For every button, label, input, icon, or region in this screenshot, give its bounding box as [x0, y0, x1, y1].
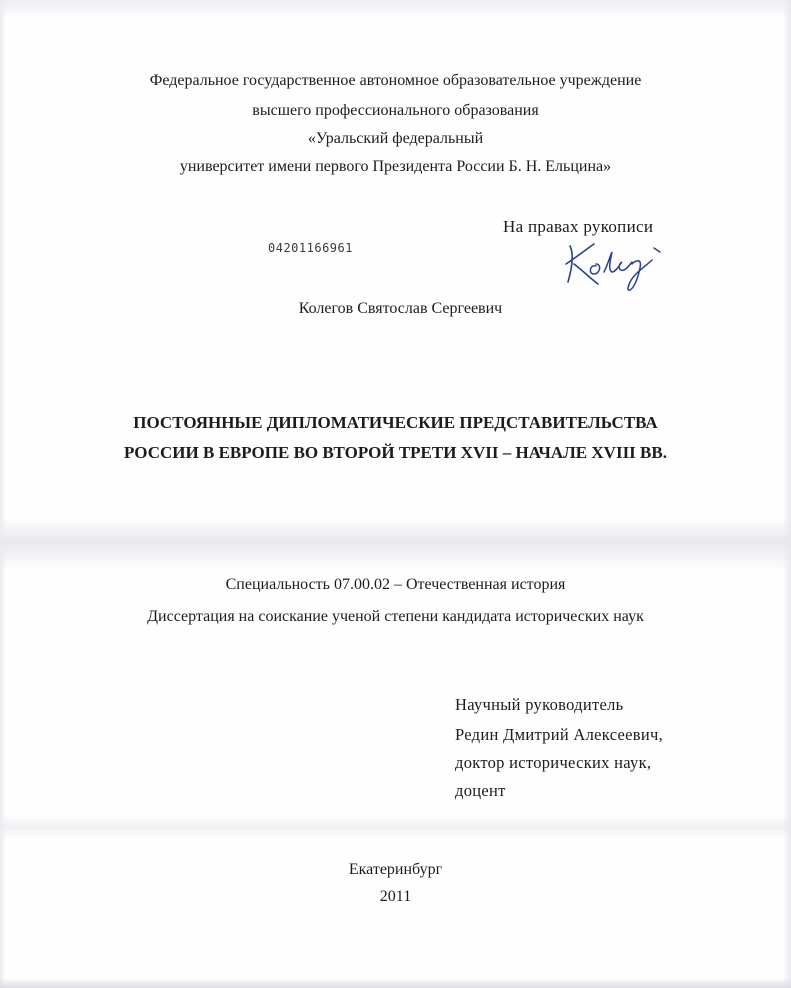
year: 2011	[379, 888, 412, 905]
manuscript-note: На правах рукописи	[503, 217, 654, 236]
institution-line-3: «Уральский федеральный	[307, 130, 484, 147]
institution-line-4: университет имени первого Президента России Б. Н. Ельцина»	[179, 158, 612, 175]
institution-line-1: Федеральное государственное автономное образовательное учреждение	[149, 72, 642, 89]
scan-artifact-lower	[0, 815, 791, 839]
institution-line-2: высшего профессионального образования	[252, 102, 539, 119]
supervisor-degree: доктор исторических наук,	[455, 753, 652, 772]
specialty: Специальность 07.00.02 – Отечественная история	[225, 576, 566, 593]
thesis-title-line-1: ПОСТОЯННЫЕ ДИПЛОМАТИЧЕСКИЕ ПРЕДСТАВИТЕЛЬСТВА	[133, 413, 658, 432]
signature	[560, 234, 670, 294]
author-name: Колегов Святослав Сергеевич	[298, 300, 503, 317]
supervisor-name: Редин Дмитрий Алексеевич,	[455, 725, 664, 744]
scan-edge-left	[0, 0, 6, 988]
scan-artifact-top	[0, 0, 791, 18]
supervisor-label: Научный руководитель	[455, 695, 624, 714]
degree-statement: Диссертация на соискание ученой степени кандидата исторических наук	[147, 608, 644, 625]
thesis-title-line-2: РОССИИ В ЕВРОПЕ ВО ВТОРОЙ ТРЕТИ XVII – НАЧАЛЕ XVIII ВВ.	[124, 443, 667, 462]
scan-edge-right	[783, 0, 791, 988]
supervisor-rank: доцент	[455, 781, 506, 800]
scan-artifact-middle	[0, 518, 791, 570]
city: Екатеринбург	[348, 861, 443, 878]
scan-edge-bottom	[0, 978, 791, 988]
catalog-code: 04201166961	[268, 241, 353, 255]
